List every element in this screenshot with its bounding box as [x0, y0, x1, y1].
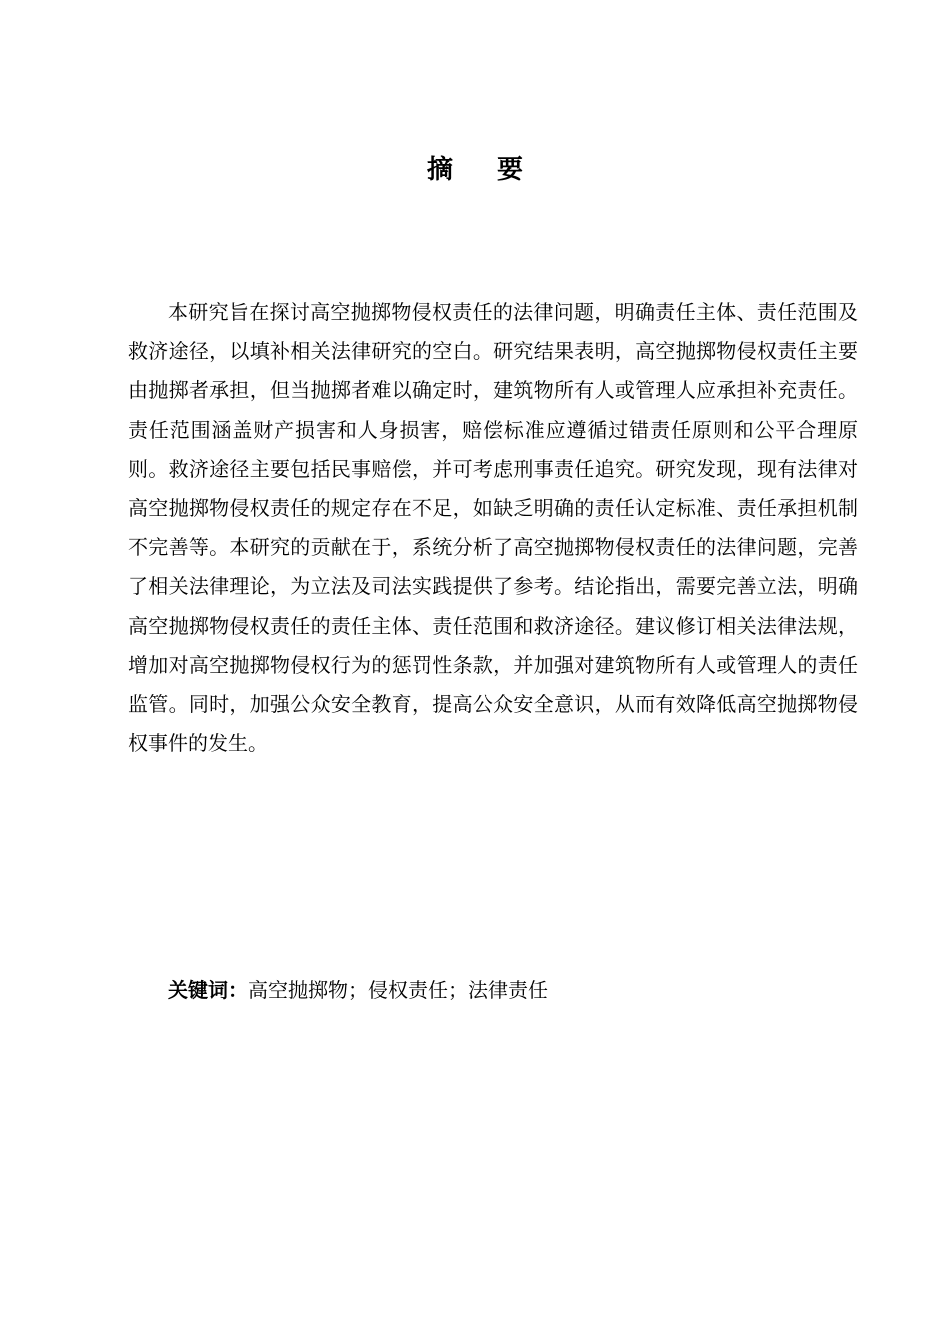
abstract-title: 摘要: [426, 155, 567, 185]
keywords-line: [128, 970, 858, 1010]
keywords-text: 高空抛掷物；侵权责任；法律责任: [248, 978, 548, 1002]
abstract-body: 本研究旨在探讨高空抛掷物侵权责任的法律问题，明确责任主体、责任范围及救济途径，以填补相关法律研究的空白。研究结果表明，高空抛掷物侵权责任主要由抛掷者承担，但当抛掷者难以确定时，建筑物所有人或管理人应承担补充责任。责任范围涵盖财产损害和人身损害，赔偿标准应遵循过错责任原则和公平合理原则。救济途径主要包括民事赔偿，并可考虑刑事责任追究。研究发现，现有法律对高空抛掷物侵权责任的规定存在不足，如缺乏明确的责任认定标准、责任承担机制不完善等。本研究的贡献在于，系统分析了高空抛掷物侵权责任的法律问题，完善了相关法律理论，为立法及司法实践提供了参考。结论指出，需要完善立法，明确高空抛掷物侵权责任的责任主体、责任范围和救济途径。建议修订相关法律法规，增加对高空抛掷物侵权行为的惩罚性条款，并加强对建筑物所有人或管理人的责任监管。同时，加强公众安全教育，提高公众安全意识，从而有效降低高空抛掷物侵权事件的发生。: [128, 300, 858, 756]
keywords-label: 关键词：: [168, 978, 248, 1002]
